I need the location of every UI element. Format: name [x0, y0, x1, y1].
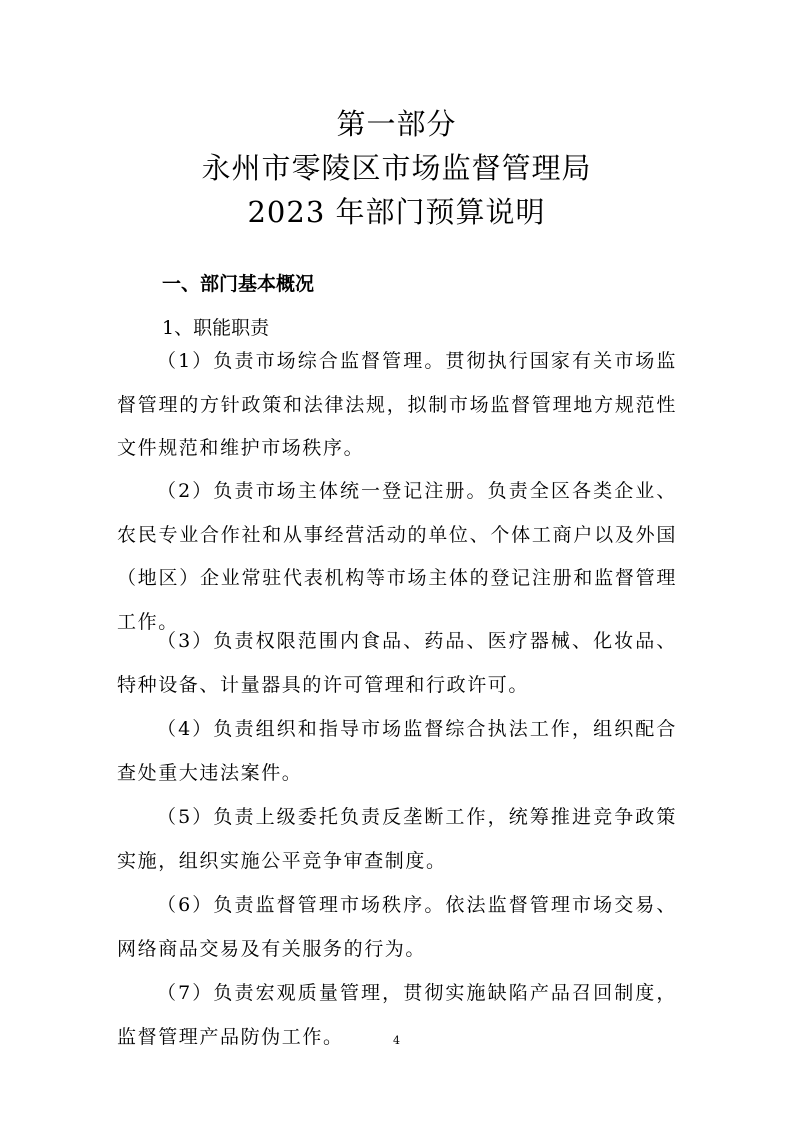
page-number: 4	[393, 1034, 400, 1047]
title-line-part: 第一部分	[336, 107, 457, 141]
section-heading: 一、部门基本概况	[162, 273, 315, 295]
paragraph-1: （1）负责市场综合监督管理。贯彻执行国家有关市场监督管理的方针政策和法律法规，拟制市场监督管理地方规范性文件规范和维护市场秩序。	[117, 350, 677, 459]
paragraph-5: （5）负责上级委托负责反垄断工作，统筹推进竞争政策实施，组织实施公平竞争审查制度。	[117, 806, 677, 872]
paragraph-6: （6）负责监督管理市场秩序。依法监督管理市场交易、网络商品交易及有关服务的行为。	[117, 894, 677, 960]
paragraph-3: （3）负责权限范围内食品、药品、医疗器械、化妆品、特种设备、计量器具的许可管理和行政许可。	[117, 630, 677, 696]
title-line-budget: 2023 年部门预算说明	[247, 195, 546, 229]
title-line-agency: 永州市零陵区市场监督管理局	[201, 151, 592, 185]
sub-heading: 1、职能职责	[162, 317, 270, 339]
paragraph-2: （2）负责市场主体统一登记注册。负责全区各类企业、农民专业合作社和从事经营活动的单位、个体工商户以及外国（地区）企业常驻代表机构等市场主体的登记注册和监督管理工作。	[117, 480, 677, 633]
paragraph-7: （7）负责宏观质量管理，贯彻实施缺陷产品召回制度，监督管理产品防伪工作。	[117, 982, 677, 1048]
paragraph-4: （4）负责组织和指导市场监督综合执法工作，组织配合查处重大违法案件。	[117, 718, 677, 784]
